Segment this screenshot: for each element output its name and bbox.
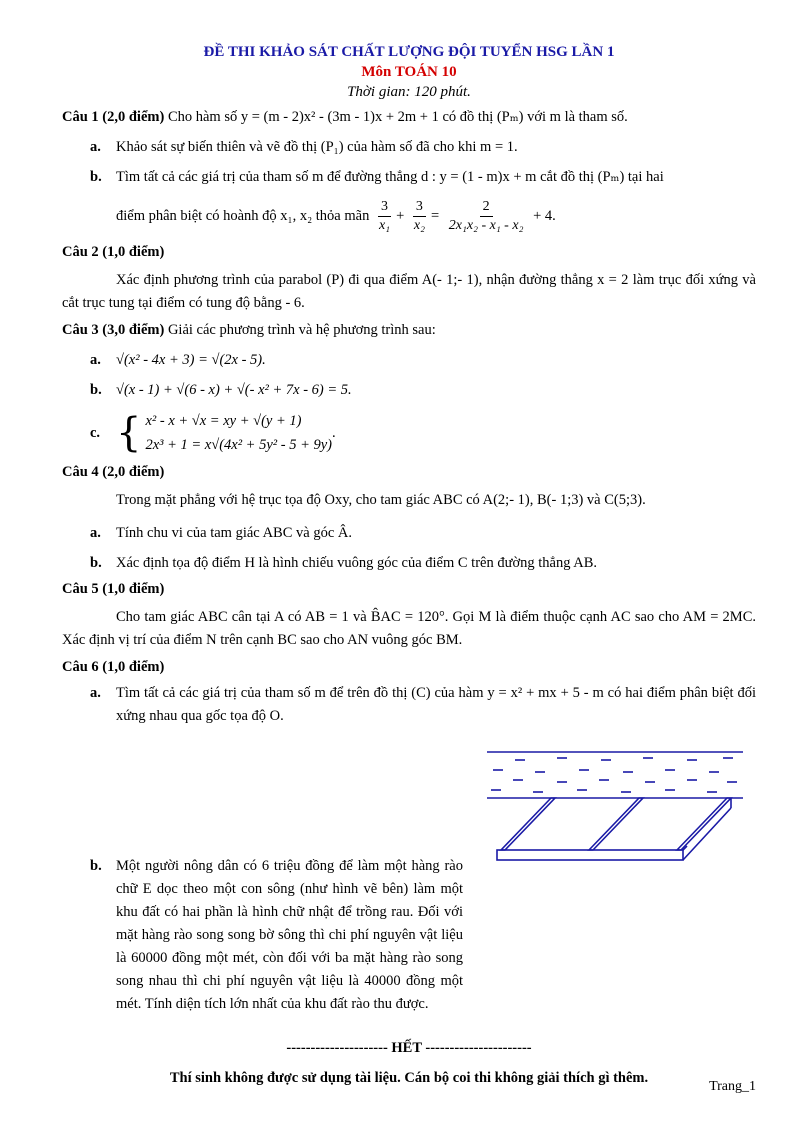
e-fence	[497, 798, 731, 860]
fraction-1: $\frac{3}{\text{x₁}}$	[378, 199, 391, 233]
question-5	[62, 578, 756, 600]
end-marker: --------------------- HẾT ----------------------	[286, 1040, 532, 1056]
question-4	[62, 461, 756, 483]
system-end: .	[332, 425, 336, 441]
question-1b-condition: điểm phân biệt có hoành độ x₁, x₂ thỏa mãn $\frac{3}{\text{x₁}}$ + $\frac{3}{\text{x₂}}$ = $\frac{2}{\text{2x₁x₂ - x₁ - x₂}}$ + 4.	[116, 199, 556, 233]
question-2-heading: Câu 2 (1,0 điểm)	[62, 244, 165, 260]
question-6a-label: a.	[90, 685, 101, 701]
page-number: Trang_1	[709, 1079, 756, 1094]
question-4a-label: a.	[90, 525, 101, 541]
question-4-heading: Câu 4 (2,0 điểm)	[62, 464, 165, 480]
system-equation-1: x² - x + √x = xy + √(y + 1)	[145, 413, 302, 429]
question-3-intro: Giải các phương trình và hệ phương trình sau:	[167, 322, 436, 338]
fence-right-side	[677, 798, 731, 850]
condition-end: + 4.	[533, 207, 556, 224]
question-3-heading: Câu 3 (3,0 điểm)	[62, 322, 165, 338]
fence-left-side	[501, 798, 555, 850]
exam-page	[62, 42, 756, 1088]
question-6b-label: b.	[90, 858, 102, 874]
question-6	[62, 656, 756, 678]
question-3c-label: c.	[90, 425, 101, 441]
water-dashes	[491, 758, 737, 792]
question-1a-label: a.	[90, 139, 101, 155]
exam-time: Thời gian: 120 phút.	[347, 84, 471, 100]
question-1a-text: Khảo sát sự biến thiên và vẽ đồ thị (P₁) của hàm số đã cho khi m = 1.	[116, 139, 518, 155]
condition-intro: điểm phân biệt có hoành độ x₁, x₂ thỏa mãn	[116, 207, 370, 224]
system-equation-2: 2x³ + 1 = x√(4x² + 5y² - 5 + 9y)	[145, 437, 333, 453]
question-3a-label: a.	[90, 352, 101, 368]
question-6a-text: Tìm tất cả các giá trị của tham số m để trên đồ thị (C) của hàm y = x² + mx + 5 - m có hai điểm phân biệt đối xứng nhau qua gốc tọa độ O.	[116, 685, 756, 724]
question-1b-label: b.	[90, 169, 102, 185]
exam-note: Thí sinh không được sử dụng tài liệu. Cán bộ coi thi không giải thích gì thêm.	[169, 1070, 649, 1086]
exam-subject: Môn TOÁN 10	[361, 64, 457, 80]
question-4b-text: Xác định tọa độ điểm H là hình chiếu vuông góc của điểm C trên đường thẳng AB.	[116, 555, 598, 571]
question-3b	[62, 379, 756, 401]
question-6b	[62, 730, 756, 1016]
question-3a	[62, 349, 756, 371]
question-2-text: Xác định phương trình của parabol (P) đi qua điểm A(- 1;- 1), nhận đường thẳng x = 2 làm trục đối xứng và cắt trục tung tại điểm có tung độ bằng - 6.	[62, 272, 756, 311]
question-3b-label: b.	[90, 382, 102, 398]
question-6a	[62, 682, 756, 728]
question-3b-equation: √(x - 1) + √(6 - x) + √(- x² + 7x - 6) = 5.	[116, 382, 352, 398]
question-4b	[62, 552, 756, 574]
question-1-heading: Câu 1 (2,0 điểm)	[62, 109, 165, 125]
question-2	[62, 241, 756, 263]
question-1b-text: Tìm tất cả các giá trị của tham số m để đường thẳng d : y = (1 - m)x + m cắt đồ thị (Pₘ) tại hai	[116, 169, 664, 185]
e-fence-river-figure	[487, 748, 743, 870]
fraction-2: $\frac{3}{\text{x₂}}$	[413, 199, 425, 233]
left-brace-icon: {	[116, 410, 142, 456]
question-4a-text: Tính chu vi của tam giác ABC và góc Â.	[116, 525, 352, 541]
question-3a-equation: √(x² - 4x + 3) = √(2x - 5).	[116, 352, 266, 368]
question-5-heading: Câu 5 (1,0 điểm)	[62, 581, 165, 597]
question-4b-label: b.	[90, 555, 102, 571]
question-1	[62, 106, 756, 128]
question-1a	[62, 136, 756, 158]
question-6-heading: Câu 6 (1,0 điểm)	[62, 659, 165, 675]
question-4a	[62, 522, 756, 544]
question-3c	[62, 409, 756, 457]
question-1-intro: Cho hàm số y = (m - 2)x² - (3m - 1)x + 2m + 1 có đồ thị (Pₘ) với m là tham số.	[167, 109, 628, 125]
question-5-text: Cho tam giác ABC cân tại A có AB = 1 và B̂AC = 120°. Gọi M là điểm thuộc cạnh AC sao cho AM = 2MC. Xác định vị trí của điểm N trên cạnh BC sao cho AN vuông góc BM.	[62, 609, 756, 648]
exam-title: ĐỀ THI KHẢO SÁT CHẤT LƯỢNG ĐỘI TUYỂN HSG LẦN 1	[203, 44, 615, 60]
question-4-intro: Trong mặt phẳng với hệ trục tọa độ Oxy, cho tam giác ABC có A(2;- 1), B(- 1;3) và C(5;3).	[116, 492, 646, 508]
fraction-3: $\frac{2}{\text{2x₁x₂ - x₁ - x₂}}$	[448, 199, 524, 233]
question-6b-text: Một người nông dân có 6 triệu đồng để làm một hàng rào chữ E dọc theo một con sông (như hình vẽ bên) làm một khu đất có hai phần là hình chữ nhật để trồng rau. Đối với mặt hàng rào song song bờ sông thì chi phí nguyên vật liệu là 60000 đồng một mét, còn đối với ba mặt hàng rào song song nhau thì chi phí nguyên vật liệu là 40000 đồng một mét. Tính diện tích lớn nhất của khu đất rào thu được.	[116, 858, 463, 1012]
question-3	[62, 319, 756, 341]
fence-middle-side	[589, 798, 643, 850]
fence-front-side	[497, 850, 683, 860]
question-1b	[62, 166, 756, 188]
equation-system	[116, 409, 336, 457]
